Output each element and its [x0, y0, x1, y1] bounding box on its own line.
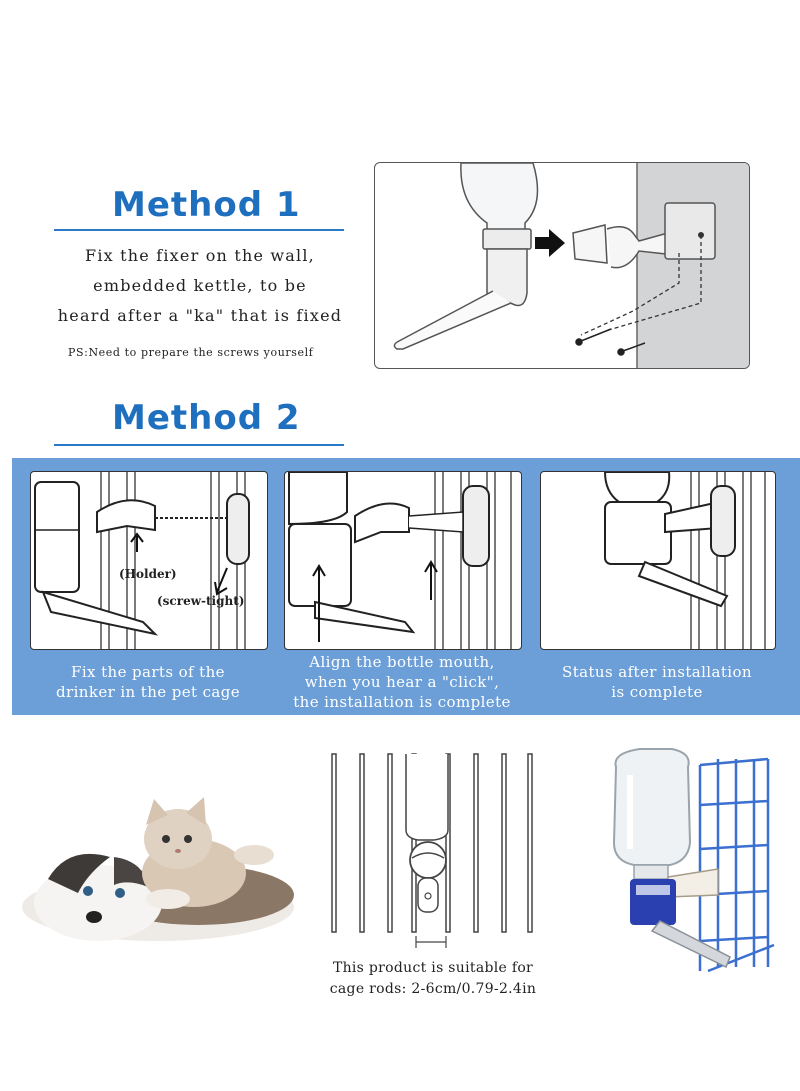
method-2-title: Method 2	[112, 398, 301, 438]
step-1-illustration	[30, 471, 268, 650]
method-1-underline	[54, 229, 344, 231]
method-1-description	[40, 241, 360, 331]
rod-caption-line-2: cage rods: 2-6cm/0.79-2.4in	[329, 981, 537, 997]
step-2-line-2: when you hear a "click",	[304, 673, 500, 691]
rod-caption-line-1: This product is suitable for	[332, 960, 534, 976]
step-2-line-1: Align the bottle mouth,	[309, 653, 495, 671]
step-1-caption	[30, 662, 266, 702]
method-1-title: Method 1	[112, 185, 301, 225]
step-2-illustration	[284, 471, 522, 650]
step-2-line-3: the installation is complete	[293, 693, 511, 711]
rod-size-caption	[302, 958, 564, 1000]
method-1-line-2: embedded kettle, to be	[93, 276, 307, 295]
method-1-line-1: Fix the fixer on the wall,	[85, 246, 315, 265]
screws-note: PS:Need to prepare the screws yourself	[68, 346, 314, 359]
step-3-line-1: Status after installation	[562, 663, 752, 681]
screw-tight-label: (screw-tight)	[157, 594, 245, 608]
method-1-line-3: heard after a "ka" that is fixed	[57, 306, 343, 325]
step-2-caption	[280, 652, 524, 712]
step-3-illustration	[540, 471, 776, 650]
puppy-and-kitten-photo	[18, 795, 314, 945]
step-1-line-2: drinker in the pet cage	[56, 683, 240, 701]
cage-rod-diagram	[322, 752, 542, 962]
step-1-line-1: Fix the parts of the	[71, 663, 225, 681]
holder-label: (Holder)	[119, 567, 177, 581]
wall-mount-illustration	[374, 162, 750, 369]
product-installed-photo	[600, 745, 790, 975]
step-3-caption	[540, 662, 774, 702]
step-3-line-2: is complete	[611, 683, 703, 701]
method-2-underline	[54, 444, 344, 446]
